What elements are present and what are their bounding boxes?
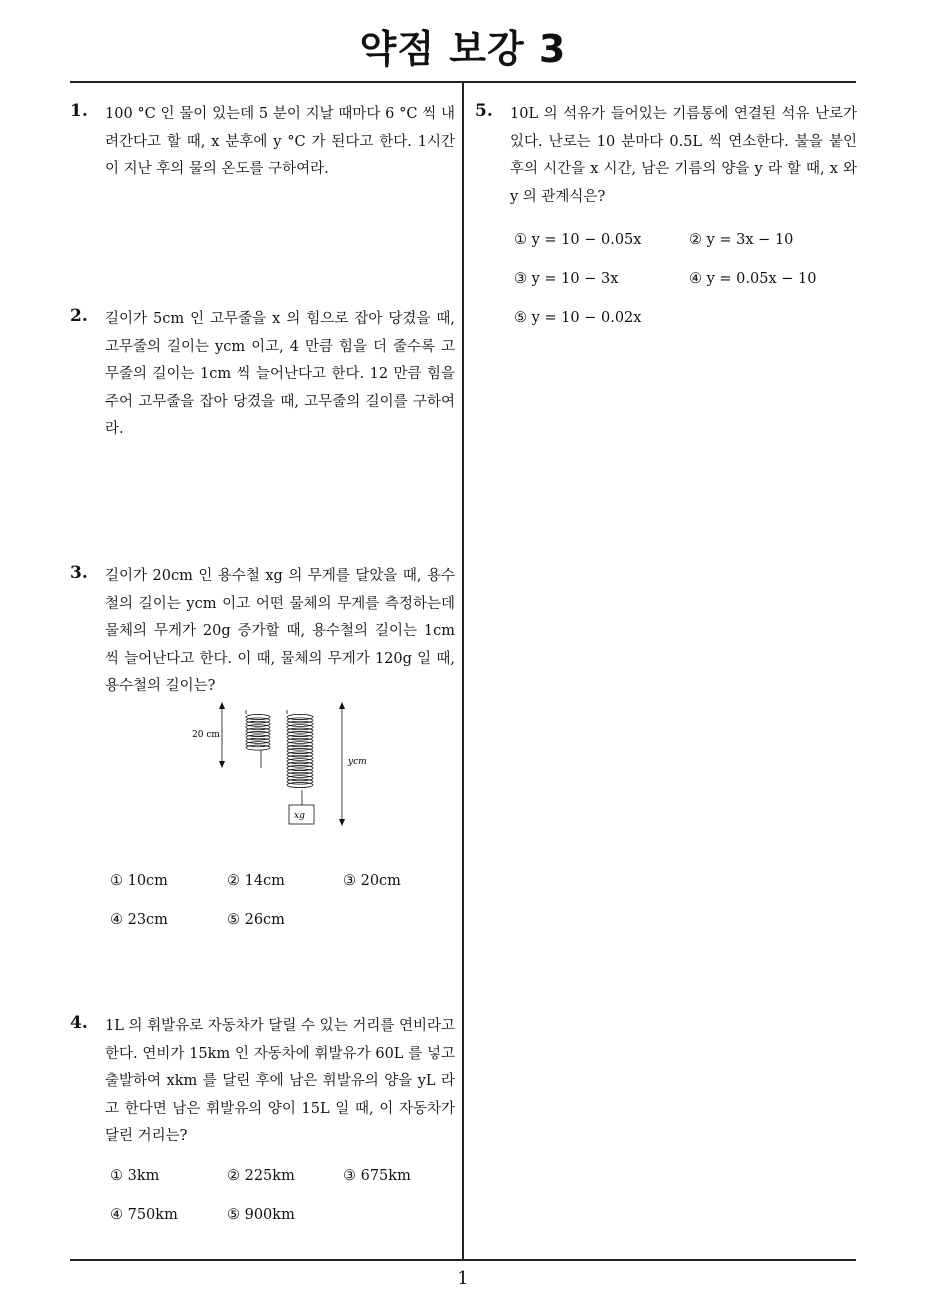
page-title: 약점 보강 3 [359, 27, 567, 71]
option-4[interactable]: ④ 750km [110, 1207, 178, 1223]
stretched-length-label: ycm [348, 757, 367, 767]
weight-label: xg [294, 811, 305, 821]
option-5[interactable]: ⑤ 900km [227, 1207, 295, 1223]
option-5[interactable]: ⑤ y = 10 − 0.02x [514, 310, 642, 326]
question-number: 3. [70, 563, 88, 583]
option-2[interactable]: ② 225km [227, 1168, 295, 1184]
question-text: 100 °C 인 물이 있는데 5 분이 지날 때마다 6 °C 씩 내려간다고 할 때, x 분후에 y °C 가 된다고 한다. 1시간이 지난 후의 물의 온도를 구하여라. [105, 106, 455, 177]
footer-rule [70, 1259, 856, 1261]
question-number: 5. [475, 101, 493, 121]
spring-coil [287, 782, 313, 787]
spring-figure [186, 700, 386, 830]
option-4[interactable]: ④ 23cm [110, 912, 168, 928]
spring-coil [246, 745, 270, 750]
option-4[interactable]: ④ y = 0.05x − 10 [689, 271, 817, 287]
options-q5 [514, 232, 854, 332]
question-text: 10L 의 석유가 들어있는 기름통에 연결된 석유 난로가 있다. 난로는 10 분마다 0.5L 씩 연소한다. 불을 붙인 후의 시간을 x 시간, 남은 기름의 양을 y 라 할 때, x 와 y 의 관계식은? [510, 106, 857, 205]
spring-length-label: 20 cm [192, 730, 220, 740]
option-1[interactable]: ① 3km [110, 1168, 160, 1184]
option-5[interactable]: ⑤ 26cm [227, 912, 285, 928]
options-q4 [110, 1168, 450, 1238]
question-number: 4. [70, 1013, 88, 1033]
option-3[interactable]: ③ 20cm [343, 873, 401, 889]
page-number: 1 [457, 1268, 469, 1289]
option-3[interactable]: ③ y = 10 − 3x [514, 271, 619, 287]
option-1[interactable]: ① y = 10 − 0.05x [514, 232, 642, 248]
option-2[interactable]: ② y = 3x − 10 [689, 232, 794, 248]
question-number: 2. [70, 306, 88, 326]
question-text: 길이가 5cm 인 고무줄을 x 의 힘으로 잡아 당겼을 때, 고무줄의 길이는 ycm 이고, 4 만큼 힘을 더 줄수록 고무줄의 길이는 1cm 씩 늘어난다고 한다. 12 만큼 힘을 주어 고무줄을 잡아 당겼을 때, 고무줄의 길이를 구하여라. [105, 311, 455, 437]
question-text: 길이가 20cm 인 용수철 xg 의 무게를 달았을 때, 용수철의 길이는 ycm 이고 어떤 물체의 무게를 측정하는데 물체의 무게가 20g 증가할 때, 용수철의 길이는 1cm 씩 늘어난다고 한다. 이 때, 물체의 무게가 120g 일 때, 용수철의 길이는? [105, 568, 455, 694]
option-2[interactable]: ② 14cm [227, 873, 285, 889]
options-q3 [110, 873, 450, 943]
option-1[interactable]: ① 10cm [110, 873, 168, 889]
question-text: 1L 의 휘발유로 자동차가 달릴 수 있는 거리를 연비라고 한다. 연비가 15km 인 자동차에 휘발유가 60L 를 넣고 출발하여 xkm 를 달린 후에 남은 휘발유의 양을 yL 라고 한다면 남은 휘발유의 양이 15L 일 때, 이 자동차가 달린 거리는? [105, 1018, 455, 1144]
option-3[interactable]: ③ 675km [343, 1168, 411, 1184]
column-divider [462, 82, 464, 1260]
question-number: 1. [70, 101, 88, 121]
